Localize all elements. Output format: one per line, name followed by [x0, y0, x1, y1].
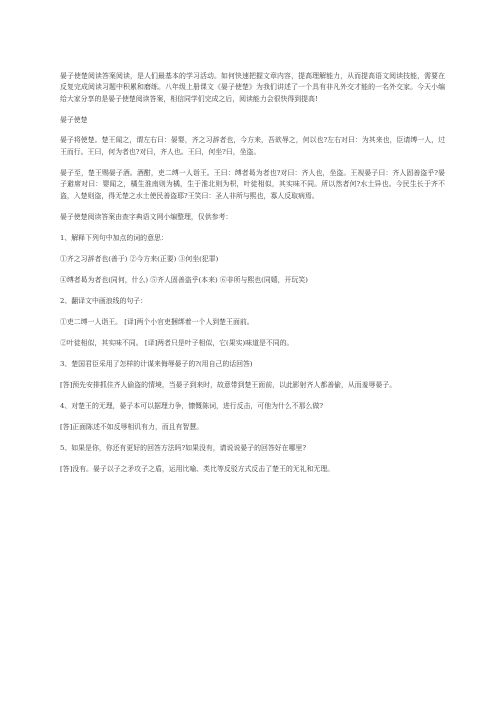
- question-2: 2、翻译文中画浪线的句子：: [60, 296, 148, 305]
- question-4: 4、对楚王的无理，晏子本可以据理力争，慷慨陈词，进行反击，可他为什么不那么做?: [60, 401, 324, 410]
- question-2-answer-1: ①吏二缚一人诣王。 [译]两个小官吏捆绑着一个人到楚王面前。: [60, 317, 254, 326]
- intro-paragraph: 晏子使楚阅读答案阅读，是人们最基本的学习活动。如何快速把握文章内容，提高理解能力，从而提高语文阅读技能，需要在反复完成阅读习题中积累和磨练。八年级上册课文《晏子使楚》为我们讲述了一个具有非凡外交才能的一名外交家。今天小编给大家分享的是晏子使楚阅读答案，相信同学们完成之后，阅读能力会很快得到提高!: [60, 72, 445, 103]
- passage-title: 晏子使楚: [60, 115, 88, 124]
- question-5: 5、如果是你，你还有更好的回答方法吗?如果没有，请说说晏子的回答好在哪里?: [60, 443, 307, 452]
- answers-intro: 晏子使楚阅读答案由查字典语文网小编整理，仅供参考：: [60, 212, 233, 221]
- question-5-answer: [答]没有。晏子以子之矛攻子之盾，运用比喻、类比等反驳方式反击了楚王的无礼和无理。: [60, 464, 335, 473]
- question-1-answer-2: ④缚者曷为者也(同何，什么) ⑤齐人固善盗乎(本来) ⑥非所与熙也(同嬉，开玩笑): [60, 275, 308, 284]
- question-1: 1、解释下列句中加点的词的意思：: [60, 233, 168, 242]
- question-4-answer: [答]正面陈述不如反辱相讥有力，而且有智慧。: [60, 422, 204, 431]
- document-body: [60, 71, 445, 485]
- question-3-answer: [答]预先安排抓住齐人偷盗的情境，当晏子到来时，故意带到楚王面前，以此影射齐人都善偷，从而羞辱晏子。: [60, 380, 397, 389]
- passage-paragraph-2: 晏子至，楚王赐晏子酒。酒酣，吏二缚一人诣王。王曰：缚者曷为者也?对曰：齐人也，坐盗。王视晏子曰：齐人固善盗乎?晏子避席对曰：婴闻之，橘生淮南则为橘，生于淮北则为枳，叶徒相似，其实味不同。所以然者何?水土异也。今民生长于齐不盗，入楚则盗，得无楚之水土使民善盗耶?王笑曰：圣人非所与熙也，寡人反取病焉。: [60, 168, 445, 200]
- question-2-answer-2: ②叶徒相似，其实味不同。 [译]两者只是叶子相似，它(果实)味道是不同的。: [60, 338, 294, 347]
- question-3: 3、楚国君臣采用了怎样的计谋来侮辱晏子的?(用自己的话回答): [60, 359, 253, 368]
- passage-paragraph-1: 晏子将使楚。楚王闻之，谓左右曰：晏婴，齐之习辞者也，今方来，吾欲辱之，何以也?左右对曰：为其来也，臣请缚一人，过王而行。王曰，何为者也?对曰，齐人也。王曰，何坐?曰，坐盗。: [60, 136, 445, 156]
- question-1-answer-1: ①齐之习辞者也(善于) ②今方来(正要) ③何坐(犯罪): [60, 254, 219, 263]
